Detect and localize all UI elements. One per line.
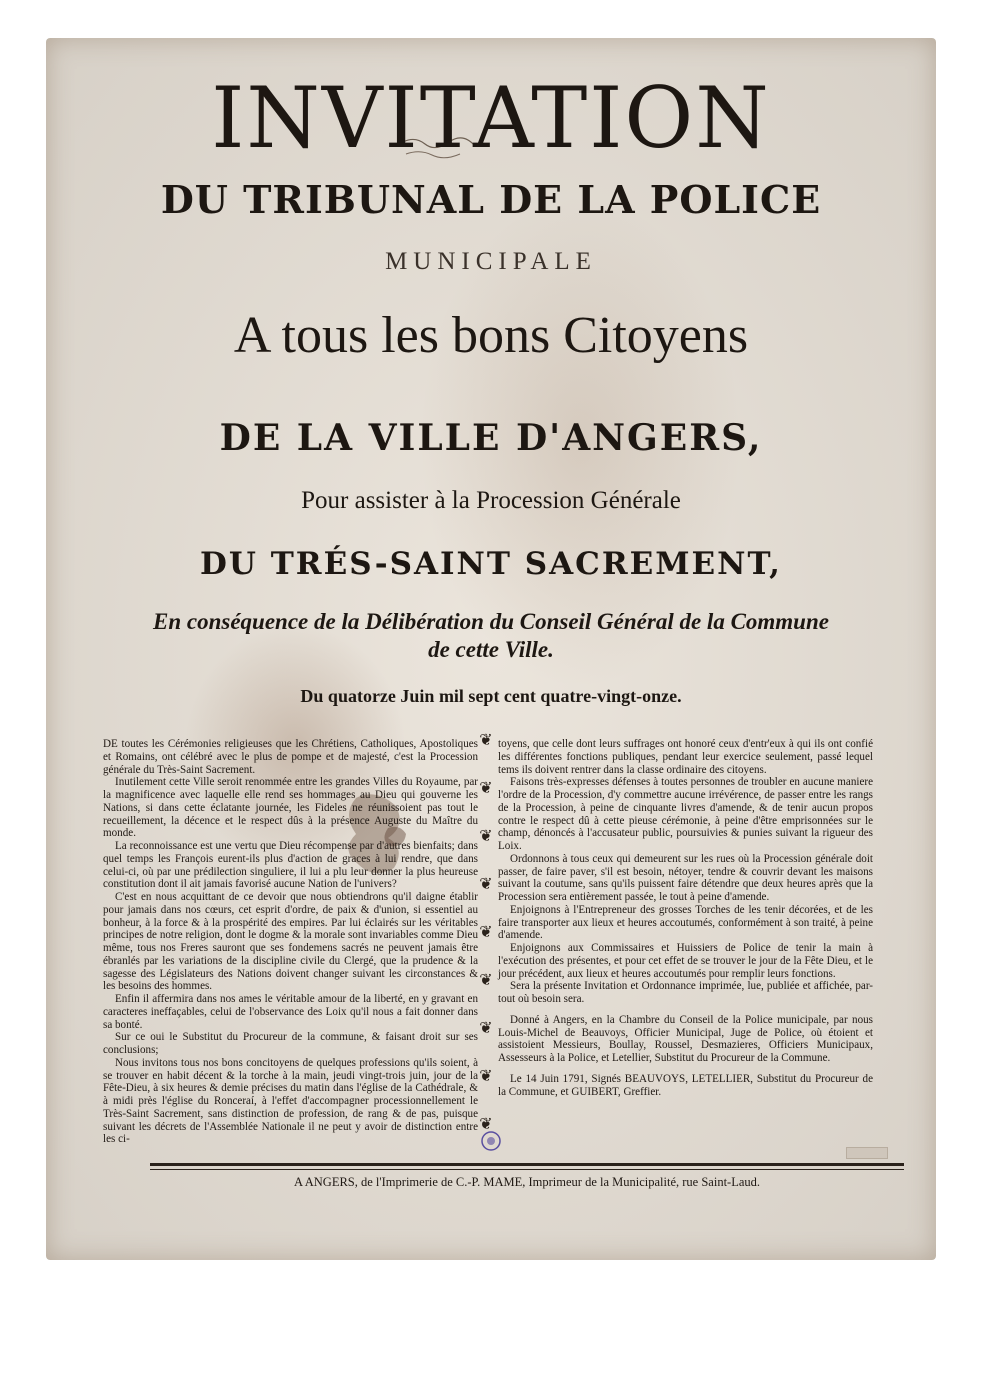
library-stamp — [480, 1130, 502, 1152]
paragraph: Nous invitons tous nos bons concitoyens de quelques professions qu'ils soient, à se trouver en habit décent & la torche à la main, jeudi vingt-trois juin, jour de la Fête-Dieu, à six heures & demie précises du matin dans l'église de la Cathédrale, & à midi près l'église du Ronceraí, à l'effet d'accompagner processionnellement le Très-Saint Sacrement, sans distinction de profession, de rang & de pas, puisque suivant les décrets de l'Assemblée Nationale il ne peut y avoir de distinction entre les ci- — [103, 1056, 478, 1146]
poster-date-line: Du quatorze Juin mil sept cent quatre-vingt-onze. — [300, 686, 682, 706]
left-text-column — [103, 738, 478, 1146]
fleuron-ornament: ❦ — [479, 732, 493, 749]
fleuron-ornament: ❦ — [479, 1020, 493, 1037]
fleuron-ornament: ❦ — [479, 924, 493, 941]
paragraph: Sur ce oui le Substitut du Procureur de la commune, & faisant droit sur ses conclusions; — [103, 1031, 478, 1056]
paragraph: Le 14 Juin 1791, Signés BEAUVOYS, LETELLIER, Substitut du Procureur de la Commune, et GUIBERT, Greffier. — [498, 1072, 873, 1098]
fleuron-ornament: ❦ — [479, 972, 493, 989]
paragraph: DE toutes les Cérémonies religieuses que les Chrétiens, Catholiques, Apostoliques et Romains, ont célébré avec le plus de pompe et de majesté, c'est la Procession générale du Très-Saint Sacrement. — [103, 738, 478, 776]
fleuron-column-divider — [474, 730, 498, 1160]
fleuron-ornament: ❦ — [479, 828, 493, 845]
paragraph: C'est en nous acquittant de ce devoir que nous obtiendrons qu'il daigne établir pour jamais dans nos cœurs, cet esprit d'ordre, de paix & d'union, si essentiel au bonheur, à la force & à la prospérité des empires. Par lui éclairés sur les véritables principes de notre religion, dont le dogme & la morale sont invariables comme Dieu même, tous nos Freres sauront que ses fondemens sacrés ne peuvent jamais être ébranlés par les variations de la discipline civile du Clergé, que la prudence & la sagesse des Législateurs des Nations doivent changer suivant les circonstances & les besoins des hommes. — [103, 891, 478, 993]
paragraph: La reconnoissance est une vertu que Dieu récompense par d'autres bienfaits; dans quel temps les François eurent-ils plus d'action de graces à lui rendre, que dans celui-ci, où par une prédilection singuliere, il lui a plu leur donner la plus heureuse constitution dont il ait jamais favorisé aucune Nation de l'univers? — [103, 840, 478, 891]
poster-subtitle: DU TRIBUNAL DE LA POLICE — [160, 177, 822, 222]
paragraph: Ordonnons à tous ceux qui demeurent sur les rues où la Procession générale doit passer, de faire paver, s'il est besoin, nétoyer, tendre & couvrir devant les maisons suivant la coutume, sans qu'ils puissent faire détendre que deux heures après que la Procession sera entièrement passée, le tout à peine d'amende. — [498, 852, 873, 903]
poster-sacrament: DU TRÉS-SAINT SACREMENT, — [200, 546, 782, 582]
poster-addressee: A tous les bons Citoyens — [233, 307, 749, 364]
paragraph: Enfin il affermira dans nos ames le véritable amour de la liberté, en y gravant en caracteres ineffaçables, celui de l'observance des Loix qu'il nous a fait donner dans sa bonté. — [103, 993, 478, 1031]
fleuron-ornament: ❦ — [479, 876, 493, 893]
paragraph: Faisons très-expresses défenses à toutes personnes de troubler en aucune maniere l'ordre de la Procession, d'y commettre aucune irrévérence, de passer entre les rangs de la Procession, à peine de cinquante livres d'amende, & de tenir aucun propos contre le respect dû à cette pieuse cérémonie, à peine d'être emprisonnées sur le champ, dénoncés à l'accusateur public, poursuivies & punies suivant la rigueur des Loix. — [498, 776, 873, 852]
fleuron-ornament: ❦ — [479, 1116, 493, 1133]
poster-title: INVITATION — [211, 69, 771, 167]
poster-deliberation: En conséquence de la Délibération du Conseil Général de la Commune de cette Ville. — [153, 609, 829, 662]
footer-rule-thin — [150, 1169, 904, 1170]
paragraph: Inutilement cette Ville seroit renommée entre les grandes Villes du Royaume, par la magnificence avec laquelle elle rend ses hommages au Dieu qui gouverne les Nations, si dans cette éclatante journée, les Fideles ne réunissoient pas tout le recueillement, la décence et le respect dûs à la présence Auguste du Maître du monde. — [103, 776, 478, 840]
poster-city: DE LA VILLE D'ANGERS, — [219, 417, 763, 459]
poster-subtitle-municipale: MUNICIPALE — [385, 248, 597, 275]
right-text-column — [498, 738, 873, 1098]
paragraph: Enjoignons à l'Entrepreneur des grosses Torches de les tenir décorées, et de les faire transporter aux lieux et heures accoutumés, conformément à son traité, à peine d'amende. — [498, 903, 873, 942]
footer-rule-thick — [150, 1163, 904, 1166]
archive-label — [846, 1147, 888, 1159]
paragraph: toyens, que celle dont leurs suffrages ont honoré ceux d'entr'eux à qui ils ont confié les différentes fonctions publiques, pendant leur exercice seulement, passé lequel tems ils doivent rentrer dans la classe ordinaire des citoyens. — [498, 738, 873, 776]
fleuron-ornament: ❦ — [479, 780, 493, 797]
paragraph: Enjoignons aux Commissaires et Huissiers de Police de tenir la main à l'exécution des présentes, et pour cet effet de se trouver le jour de la Fête Dieu, et le jour précédent, aux lieux et heures accoutumés pour remplir leurs fonctions. — [498, 942, 873, 980]
paragraph: Sera la présente Invitation et Ordonnance imprimée, lue, publiée et affichée, par-tout où besoin sera. — [498, 980, 873, 1005]
poster-purpose: Pour assister à la Procession Générale — [301, 487, 681, 514]
paper-sheet — [46, 38, 936, 1260]
fleuron-ornament: ❦ — [479, 1068, 493, 1085]
paragraph: Donné à Angers, en la Chambre du Conseil de la Police municipale, par nous Louis-Michel de Beauvoys, Officier Municipal, Juge de Police, où étoient et assistoient Messieurs, Boullay, Roussel, Desmazieres, Officiers Municipaux, Assesseurs à la Police, et Letellier, Substitut du Procureur de la Commune. — [498, 1013, 873, 1064]
printer-imprint: A ANGERS, de l'Imprimerie de C.-P. MAME, Imprimeur de la Municipalité, rue Saint-Laud. — [293, 1175, 761, 1189]
